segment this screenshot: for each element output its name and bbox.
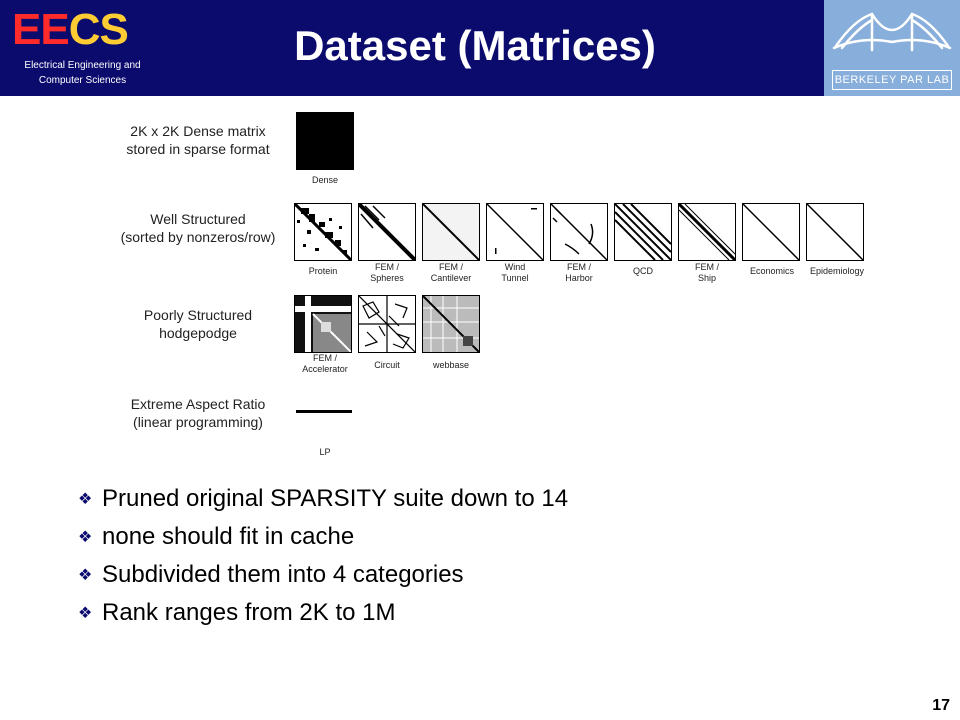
logo-ee: EE: [12, 5, 69, 54]
caption-line: FEM /: [695, 262, 719, 272]
bullet-item: [78, 594, 395, 632]
caption-line: Wind: [504, 262, 526, 272]
page-number: 17: [932, 697, 950, 714]
caption-line: Spheres: [370, 273, 404, 283]
caption-line: FEM /: [567, 262, 591, 272]
category-label-line: hodgepodge: [159, 325, 237, 341]
caption-line: FEM /: [439, 262, 463, 272]
matrix-circuit-caption: [352, 360, 422, 371]
bullet-text: Rank ranges from 2K to 1M: [102, 599, 396, 626]
matrix-spheres-thumbnail: [358, 203, 416, 261]
category-well-structured-label: [98, 210, 298, 246]
caption-line: webbase: [432, 360, 470, 370]
caption-line: Harbor: [565, 273, 593, 283]
matrix-lp-thumbnail: [296, 410, 352, 413]
matrix-accelerator-caption: [288, 353, 362, 375]
bridge-icon: [832, 6, 952, 66]
matrix-cantilever-caption: [416, 262, 486, 284]
matrix-protein-thumbnail: [294, 203, 352, 261]
caption-line: FEM /: [375, 262, 399, 272]
logo-cs: CS: [68, 5, 128, 54]
caption-line: Dense: [311, 175, 338, 185]
category-aspect-ratio-label: [98, 395, 298, 431]
caption-line: Ship: [697, 273, 716, 283]
parlab-label: BERKELEY PAR LAB: [832, 70, 952, 90]
diamond-bullet-icon: ❖: [78, 529, 93, 546]
category-label-line: stored in sparse format: [126, 141, 270, 157]
category-label-line: Poorly Structured: [143, 307, 253, 323]
eecs-logo: [10, 6, 155, 86]
matrix-protein-caption: [288, 266, 358, 277]
matrix-qcd-thumbnail: [614, 203, 672, 261]
caption-line: Accelerator: [302, 364, 348, 374]
matrix-qcd-caption: [608, 266, 678, 277]
category-label-line: (linear programming): [133, 414, 263, 430]
header-bar: [0, 0, 960, 96]
matrix-economics-thumbnail: [742, 203, 800, 261]
slide-title: Dataset (Matrices): [294, 22, 656, 69]
matrix-webbase-thumbnail: [422, 295, 480, 353]
category-label-line: Well Structured: [150, 211, 246, 227]
matrix-accelerator-thumbnail: [294, 295, 352, 353]
caption-line: Tunnel: [501, 273, 529, 283]
matrix-lp-caption: [290, 447, 360, 458]
matrix-circuit-thumbnail: [358, 295, 416, 353]
diamond-bullet-icon: ❖: [78, 491, 93, 508]
caption-line: Cantilever: [430, 273, 472, 283]
caption-line: Economics: [749, 266, 794, 276]
caption-line: FEM /: [313, 353, 337, 363]
matrix-harbor-caption: [544, 262, 614, 284]
matrix-dense-caption: [290, 175, 360, 186]
bullet-item: [78, 556, 464, 594]
bullet-text: Subdivided them into 4 categories: [102, 561, 464, 588]
category-label-line: Extreme Aspect Ratio: [130, 396, 266, 412]
matrix-cantilever-thumbnail: [422, 203, 480, 261]
category-label-line: 2K x 2K Dense matrix: [130, 123, 266, 139]
matrix-epidemiology-thumbnail: [806, 203, 864, 261]
diamond-bullet-icon: ❖: [78, 567, 93, 584]
category-poorly-structured-label: [98, 306, 298, 342]
category-label-line: (sorted by nonzeros/row): [120, 229, 276, 245]
matrix-webbase-caption: [416, 360, 486, 371]
parlab-logo: [824, 0, 960, 96]
matrix-wind-tunnel-thumbnail: [486, 203, 544, 261]
caption-line: Circuit: [374, 360, 400, 370]
eecs-logo-word: [12, 6, 128, 54]
category-dense-label: [98, 122, 298, 158]
matrix-wind-tunnel-caption: [480, 262, 550, 284]
bullet-item: [78, 480, 568, 518]
bullet-text: Pruned original SPARSITY suite down to 14: [102, 485, 569, 512]
caption-line: LP: [319, 447, 331, 457]
matrix-economics-caption: [740, 266, 804, 277]
bullet-text: none should fit in cache: [102, 523, 355, 550]
matrix-ship-thumbnail: [678, 203, 736, 261]
caption-line: QCD: [633, 266, 653, 276]
logo-subtitle-line1: Electrical Engineering and: [24, 60, 141, 71]
caption-line: Epidemiology: [809, 266, 865, 276]
matrix-ship-caption: [672, 262, 742, 284]
matrix-dense-thumbnail: [296, 112, 354, 170]
matrix-harbor-thumbnail: [550, 203, 608, 261]
bullet-item: [78, 518, 354, 556]
diamond-bullet-icon: ❖: [78, 605, 93, 622]
matrix-spheres-caption: [352, 262, 422, 284]
logo-subtitle-line2: Computer Sciences: [38, 75, 127, 86]
matrix-epidemiology-caption: [800, 266, 874, 277]
caption-line: Protein: [308, 266, 338, 276]
